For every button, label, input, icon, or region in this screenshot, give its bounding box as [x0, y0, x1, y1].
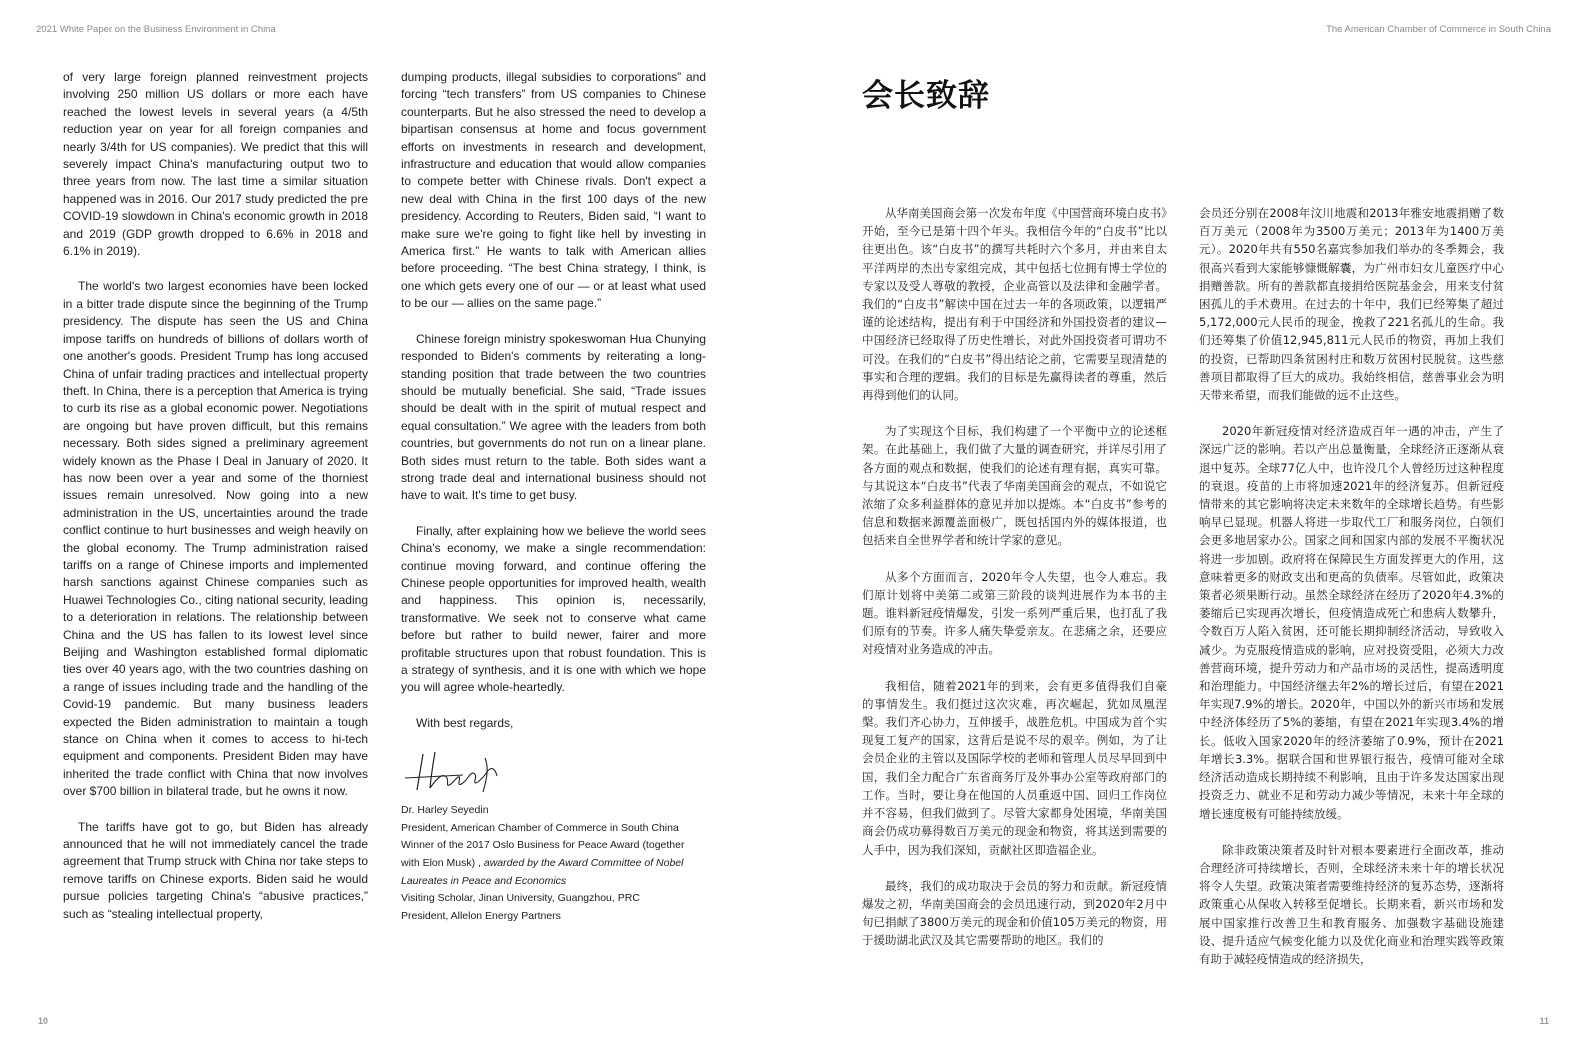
left-page-column-1 — [63, 69, 368, 941]
signer-name: Dr. Harley Seyedin — [401, 804, 489, 817]
paragraph: 最终，我们的成功取决于会员的努力和贡献。新冠疫情爆发之初，华南美国商会的会员迅速行动，到2020年2月中旬已捐献了3800万美元的现金和价值105万美元的物资，用于援助湖北武汉及其它需要帮助的地区。我们的 — [862, 878, 1167, 948]
paragraph: Chinese foreign ministry spokeswoman Hua Chunying responded to Biden's comments by reiterating a long-standing position that trade between the two countries should be mutually beneficial. She said, “Trade issues should be dealt with in the spirit of mutual respect and equal consultation.” We agree with the leaders from both countries, but governments do not run on a linear plane. Both sides must return to the table. Both sides want a strong trade deal and international business should not have to wait. It's time to get busy. — [401, 331, 706, 503]
paragraph: 从华南美国商会第一次发布年度《中国营商环境白皮书》开始，至今已是第十四个年头。我相信今年的“白皮书”比以往更出色。该“白皮书”的撰写共耗时六个多月，并由来自太平洋两岸的杰出专家组完成，其中包括七位拥有博士学位的专家以及受人尊敬的教授，企业高管以及法律和金融学者。我们的“白皮书”解读中国在过去一年的各项政策，以逻辑严谨的论述结构，提出有利于中国经济和外国投资者的建议—中国经济已经取得了历史性增长，对此外国投资者可谓功不可没。在我们的“白皮书”得出结论之前，它需要呈现清楚的事实和合理的逻辑。我们的目标是先赢得读者的尊重，然后再得到他们的认同。 — [862, 206, 1167, 403]
award-committee-text: awarded by the Award Committee of Nobel Laureates in Peace and Economics — [401, 857, 684, 887]
signature-block — [401, 802, 706, 925]
page-number-left: 10 — [38, 1016, 49, 1026]
signer-award — [401, 837, 706, 890]
left-page-column-2 — [401, 69, 706, 925]
paragraph: 从多个方面而言，2020年令人失望，也令人难忘。我们原计划将中美第二或第三阶段的谈判进展作为本书的主题。谁料新冠疫情爆发，引发一系列严重后果，也打乱了我们原有的节奏。许多人痛失挚爱亲友。在悲痛之余，还要应对疫情对业务造成的冲击。 — [862, 569, 1167, 657]
paragraph: 为了实现这个目标，我们构建了一个平衡中立的论述框架。在此基础上，我们做了大量的调查研究，并详尽引用了各方面的观点和数据，使我们的论述有理有据，真实可靠。与其说这本“白皮书”代表了华南美国商会的观点，不如说它浓缩了众多利益群体的意见并加以提炼。本“白皮书”参考的信息和数据来源覆盖面极广，既包括国内外的媒体报道，也包括来自全世界学者和统计学家的意见。 — [862, 424, 1167, 548]
running-header-right: The American Chamber of Commerce in South China — [1326, 24, 1551, 35]
paragraph: of very large foreign planned reinvestment projects involving 250 million US dollars or more each have reached the lowest levels in several years (a 4/5th reduction year on year for all foreign companies and nearly 3/4th for US companies). We predict that this will severely impact China's manufacturing output two to three years from now. The last time a similar situation happened was in 2016. Our 2017 study predicted the pre COVID-19 slowdown in China's economic growth in 2018 and 2019 (GDP growth dropped to 6.6% in 2018 and 6.1% in 2019). — [63, 70, 368, 259]
paragraph: Finally, after explaining how we believe the world sees China's economy, we make a single recommendation: continue moving forward, and continue offering the Chinese people opportunities for improved health, wealth and happiness. This opinion is, necessarily, transformative. We seek not to conserve what came before but rather to build newer, fairer and more profitable structures upon that robust foundation. This is a strategy of synthesis, and it is one with which we hope you will agree whole-heartedly. — [401, 523, 706, 695]
paragraph: 我相信，随着2021年的到来，会有更多值得我们自豪的事情发生。我们挺过这次灾难，再次崛起，犹如凤凰涅槃。我们齐心协力，互伸援手，战胜危机。中国成为首个实现复工复产的国家，这背后是说不尽的艰辛。例如，为了让会员企业的主管以及国际学校的老师和管理人员尽早回到中国，我们全力配合广东省商务厅及外事办公室等政府部门的工作。当时，要让身在他国的人员重返中国、回归工作岗位并不容易，但我们做到了。尽管大家都身处困境，华南美国商会仍成功募得数百万美元的现金和物资，将其送到需要的人手中，因为我们深知，贡献社区即造福企业。 — [862, 678, 1167, 857]
closing-line: With best regards, — [416, 715, 514, 730]
award-text: Winner of the 2017 Oslo Business for Peace Award (together with Elon Musk) , — [401, 839, 685, 869]
signer-title: President, Allelon Energy Partners — [401, 909, 561, 922]
paragraph: The tariffs have got to go, but Biden has already announced that he will not immediately cancel the trade agreement that Trump struck with China nor take steps to remove tariffs on Chinese exports. Biden said he would pursue policies targeting China's “abusive practices,” such as “stealing intellectual property, — [63, 819, 368, 921]
page-number-right: 11 — [1539, 1016, 1549, 1026]
paragraph: dumping products, illegal subsidies to corporations” and forcing “tech transfers” from US companies to Chinese counterparts. But he also stressed the need to develop a bipartisan consensus at home and focus government efforts on investments in research and development, infrastructure and education that would allow companies to compete better with Chinese rivals. Don't expect a new deal with China in the first 100 days of the new presidency. According to Reuters, Biden said, “I want to make sure we're going to fight like hell by investing in America first.” He wants to talk with American allies before proceeding. “The best China strategy, I think, is one which gets every one of our — or at least what used to be our — allies on the same page.” — [401, 70, 706, 311]
signature-image — [401, 748, 511, 796]
paragraph: 除非政策决策者及时针对根本要素进行全面改革，推动合理经济可持续增长，否则，全球经济未来十年的增长状况将令人失望。政策决策者需要维持经济的复苏态势，逐渐将政策重心从保收入转移至促增长。长期来看，新兴市场和发展中国家推行改善卫生和教育服务、加强数字基础设施建设、提升适应气候变化能力以及优化商业和治理实践等政策有助于减轻疫情造成的经济损失， — [1199, 842, 1504, 966]
running-header-left: 2021 White Paper on the Business Environment in China — [36, 24, 276, 35]
page-title: 会长致辞 — [862, 78, 990, 114]
right-page-column-1 — [862, 204, 1167, 968]
paragraph: The world's two largest economies have been locked in a bitter trade dispute since the beginning of the Trump presidency. The dispute has seen the US and China impose tariffs on hundreds of billions of dollars worth of one another's goods. President Trump has long accused China of unfair trading practices and intellectual property theft. In China, there is a perception that America is trying to curb its rise as a global economic power. Negotiations are ongoing but have proven difficult, but this remains necessary. Both sides signed a preliminary agreement widely known as the Phase I Deal in January of 2020. It has now been over a year and some of the thorniest issues remain unresolved. Now going into a new administration in the US, uncertainties around the trade conflict continue to hurt businesses and weigh heavily on the global economy. The Trump administration raised tariffs on a range of Chinese imports and implemented harsh sanctions against Chinese companies such as Huawei Technologies Co., citing national security, leading to a deterioration in relations. The relationship between China and the US has fallen to its lowest level since Beijing and Washington established formal diplomatic ties over 40 years ago, with the two countries dashing on a range of issues including trade and the handling of the Covid-19 pandemic. But many business leaders expected the Biden administration to maintain a tough stance on China when it comes to access to hi-tech equipment and components. President Biden may have inherited the trade conflict with China that now involves over $700 billion in bilateral trade, but he owns it now. — [63, 279, 368, 799]
right-page-column-2 — [1199, 204, 1504, 986]
paragraph: 会员还分别在2008年汶川地震和2013年雅安地震捐赠了数百万美元（2008年为3500万美元；2013年为1400万美元）。2020年共有550名嘉宾参加我们举办的冬季舞会，我很高兴看到大家能够慷慨解囊，为广州市妇女儿童医疗中心捐赠善款。所有的善款都直接捐给医院基金会，用来支付贫困孤儿的手术费用。在过去的十年中，我们已经筹集了超过5,172,000元人民币的现金，挽救了221名孤儿的生命。我们还筹集了价值12,945,811元人民币的物资，再加上我们的投资，已帮助四条贫困村庄和数万贫困村民脱贫。这些慈善项目都取得了巨大的成功。我始终相信，慈善事业会为明天带来希望，而我们能做的远不止这些。 — [1199, 206, 1504, 403]
paragraph: 2020年新冠疫情对经济造成百年一遇的冲击，产生了深远广泛的影响。若以产出总量衡量，全球经济正逐渐从衰退中复苏。全球77亿人中，也许没几个人曾经历过这种程度的衰退。疫苗的上市将加速2021年的经济复苏。但新冠疫情带来的其它影响将决定未来数年的全球增长趋势。有些影响早已显现。机器人将进一步取代工厂和服务岗位，白领们会更多地居家办公。国家之间和国家内部的发展不平衡状况将进一步加剧。政府将在保障民生方面发挥更大的作用，这意味着更多的财政支出和更高的负债率。尽管如此，政策决策者必须果断行动。虽然全球经济在经历了2020年4.3%的萎缩后已实现再次增长，但疫情造成死亡和患病人数攀升，令数百万人陷入贫困，还可能长期抑制经济活动，导致收入减少。为克服疫情造成的影响，应对投资受阻，必须大力改善营商环境，提升劳动力和产品市场的灵活性，提高透明度和治理能力。中国经济继去年2%的增长过后，有望在2021年实现7.9%的增长。2020年，中国以外的新兴市场和发展中经济体经历了5%的萎缩，有望在2021年实现3.4%的增长。低收入国家2020年的经济萎缩了0.9%，预计在2021年增长3.3%。据联合国和世界银行报告，疫情可能对全球经济活动造成长期持续不利影响，且由于许多发达国家出现投资乏力、就业不足和劳动力减少等情况，未来十年全球的增长速度极有可能持续放缓。 — [1199, 424, 1504, 821]
signer-title: Visiting Scholar, Jinan University, Guangzhou, PRC — [401, 892, 640, 905]
signer-title: President, American Chamber of Commerce in South China — [401, 821, 679, 834]
